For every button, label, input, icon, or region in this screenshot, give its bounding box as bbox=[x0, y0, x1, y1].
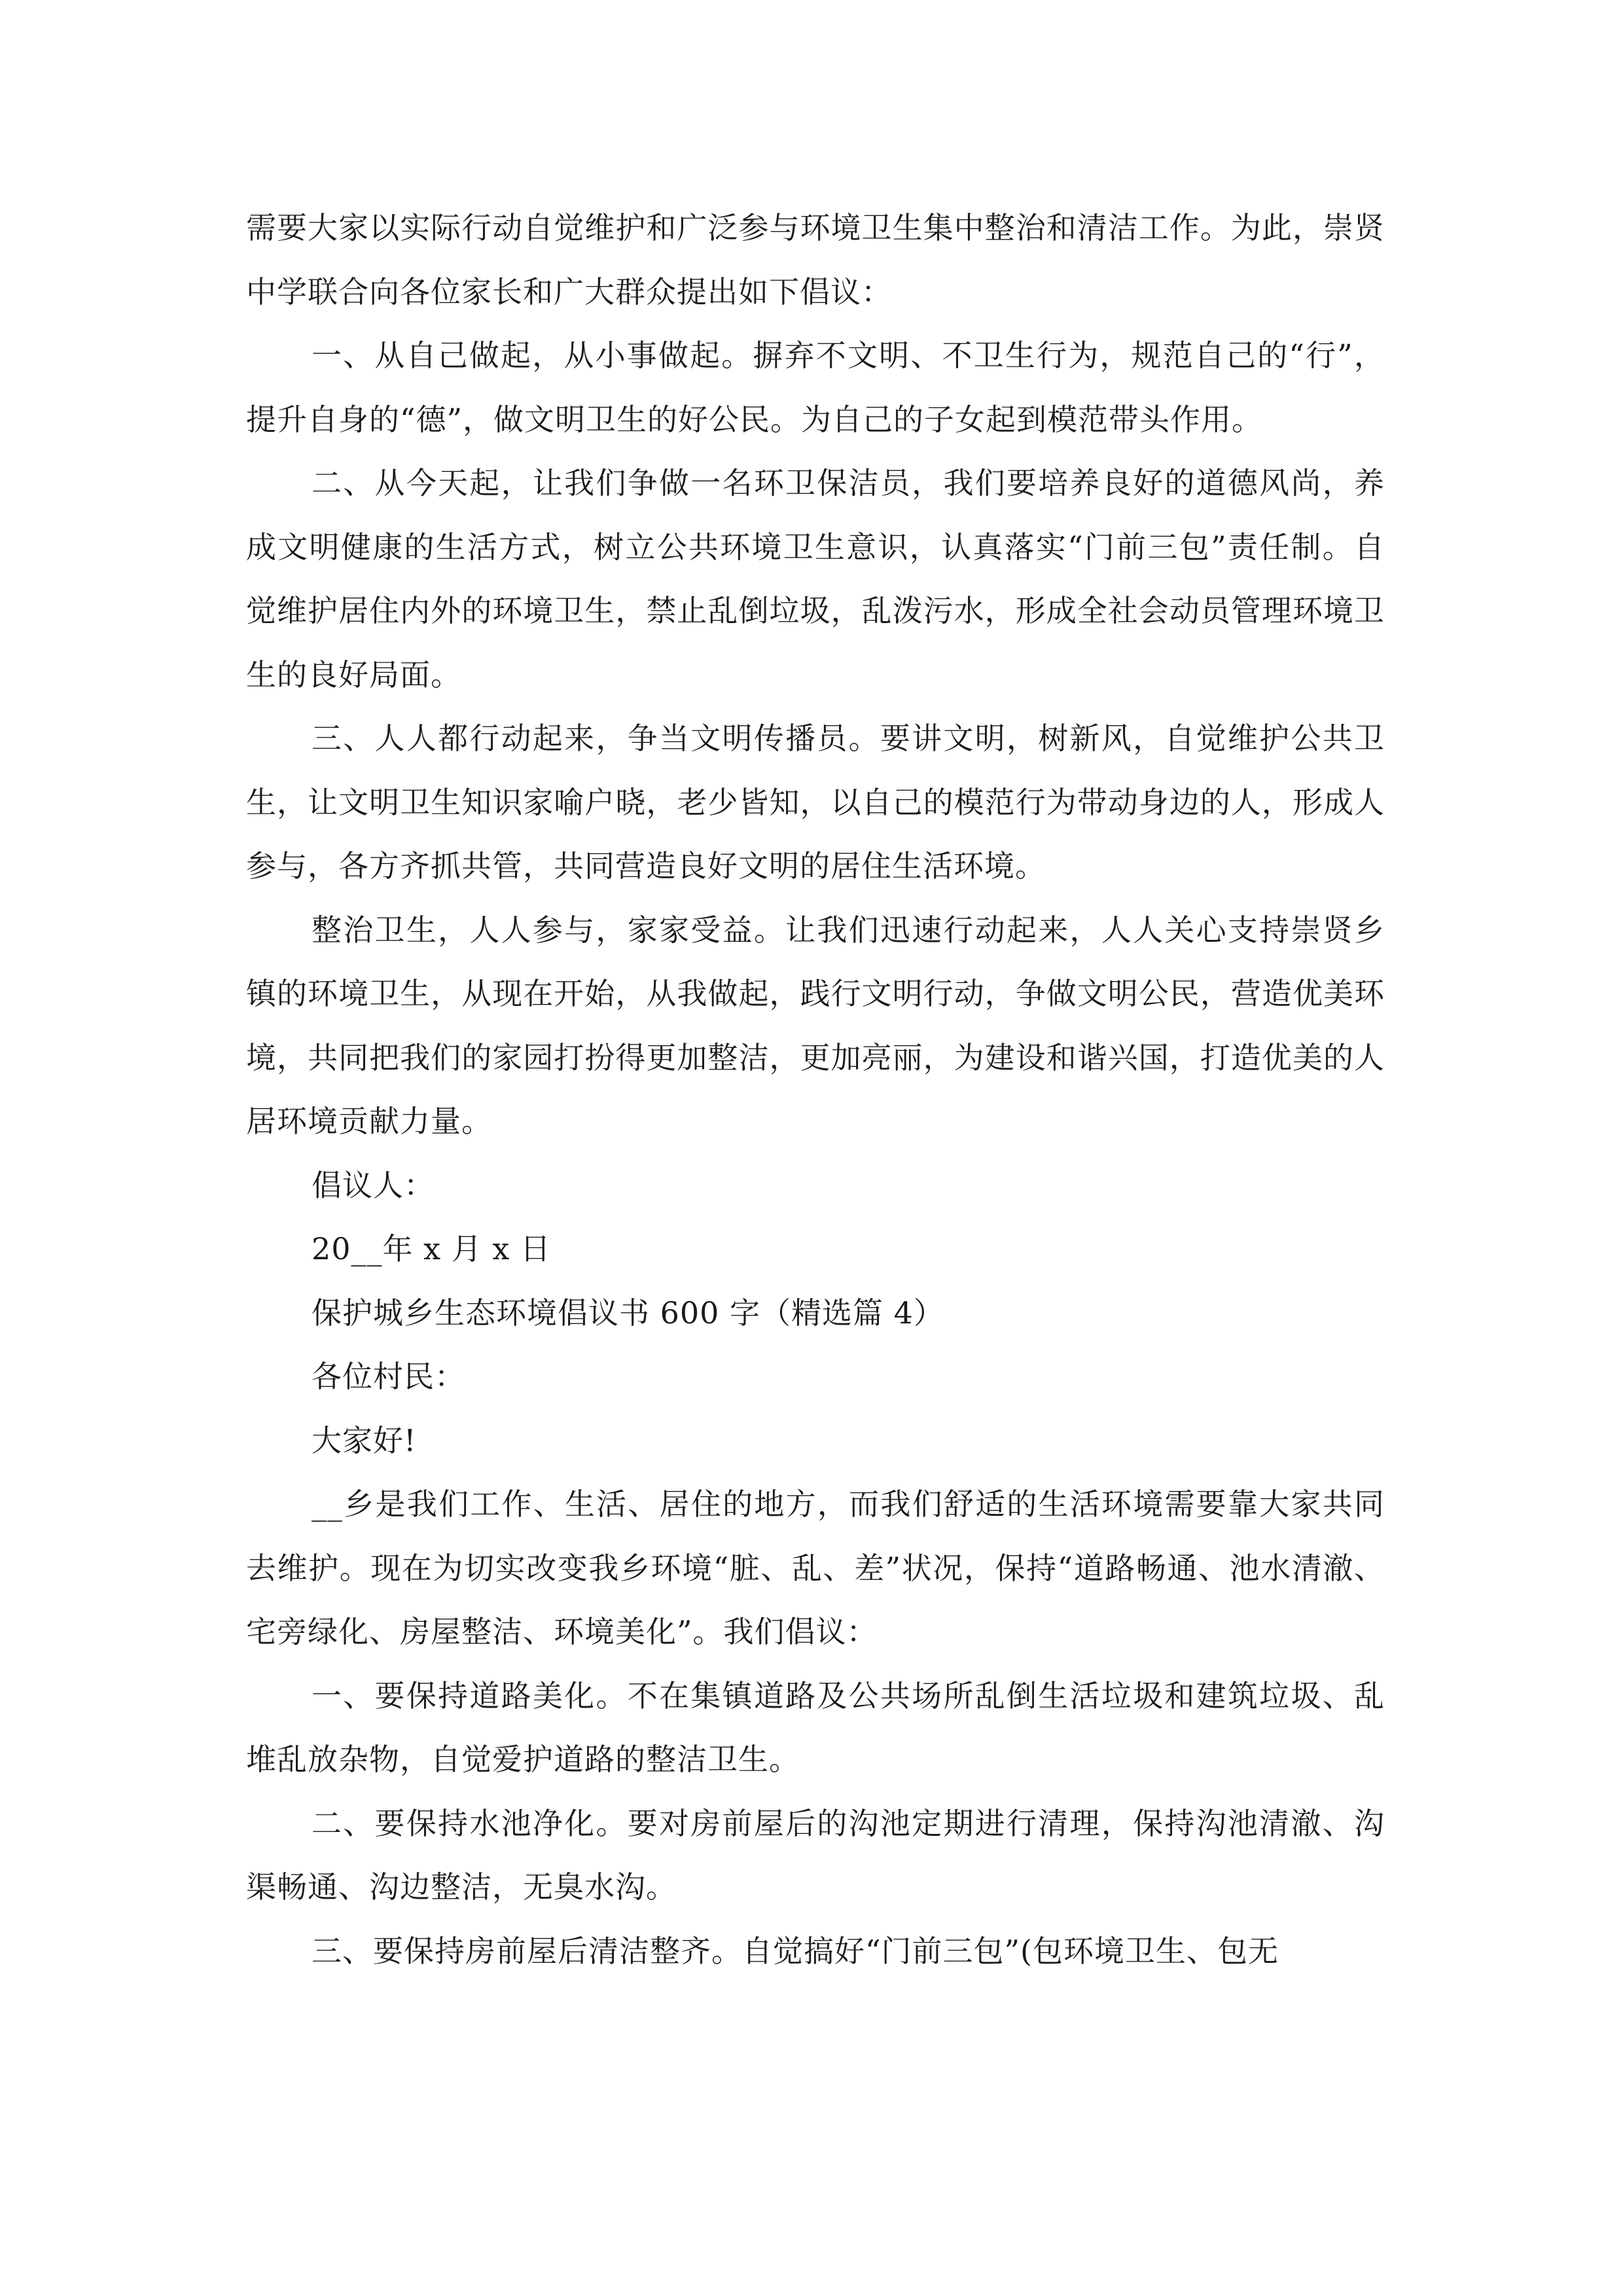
paragraph-proposal-1: 一、从自己做起，从小事做起。摒弃不文明、不卫生行为，规范自己的“行”，提升自身的“德”，做文明卫生的好公民。为自己的子女起到模范带头作用。 bbox=[246, 338, 1385, 437]
section-title: 保护城乡生态环境倡议书 600 字（精选篇 4） bbox=[312, 1295, 944, 1331]
paragraph-section4-item-1: 一、要保持道路美化。不在集镇道路及公共场所乱倒生活垃圾和建筑垃圾、乱堆乱放杂物，自觉爱护道路的整洁卫生。 bbox=[246, 1677, 1385, 1777]
greeting: 大家好! bbox=[312, 1422, 417, 1458]
paragraph-section4-intro: __乡是我们工作、生活、居住的地方，而我们舒适的生活环境需要靠大家共同去维护。现在为切实改变我乡环境“脏、乱、差”状况，保持“道路畅通、池水清澈、宅旁绿化、房屋整洁、环境美化”。我们倡议： bbox=[246, 1486, 1385, 1649]
paragraph-closing: 整治卫生，人人参与，家家受益。让我们迅速行动起来，人人关心支持崇贤乡镇的环境卫生，从现在开始，从我做起，践行文明行动，争做文明公民，营造优美环境，共同把我们的家园打扮得更加整洁，更加亮丽，为建设和谐兴国，打造优美的人居环境贡献力量。 bbox=[246, 912, 1385, 1139]
date-line: 20__年 x 月 x 日 bbox=[312, 1231, 551, 1266]
document-body bbox=[246, 196, 1385, 1983]
paragraph-section4-item-2: 二、要保持水池净化。要对房前屋后的沟池定期进行清理，保持沟池清澈、沟渠畅通、沟边整洁，无臭水沟。 bbox=[246, 1805, 1385, 1905]
salutation: 各位村民： bbox=[312, 1359, 465, 1394]
signature-label: 倡议人： bbox=[312, 1167, 435, 1203]
paragraph-intro: 需要大家以实际行动自觉维护和广泛参与环境卫生集中整治和清洁工作。为此，崇贤中学联合向各位家长和广大群众提出如下倡议： bbox=[246, 210, 1385, 310]
paragraph-proposal-3: 三、人人都行动起来，争当文明传播员。要讲文明，树新风，自觉维护公共卫生，让文明卫生知识家喻户晓，老少皆知，以自己的模范行为带动身边的人，形成人参与，各方齐抓共管，共同营造良好文明的居住生活环境。 bbox=[246, 721, 1385, 884]
paragraph-proposal-2: 二、从今天起，让我们争做一名环卫保洁员，我们要培养良好的道德风尚，养成文明健康的生活方式，树立公共环境卫生意识，认真落实“门前三包”责任制。自觉维护居住内外的环境卫生，禁止乱倒垃圾，乱泼污水，形成全社会动员管理环境卫生的良好局面。 bbox=[246, 465, 1385, 692]
paragraph-section4-item-3: 三、要保持房前屋后清洁整齐。自觉搞好“门前三包”(包环境卫生、包无 bbox=[312, 1933, 1279, 1969]
